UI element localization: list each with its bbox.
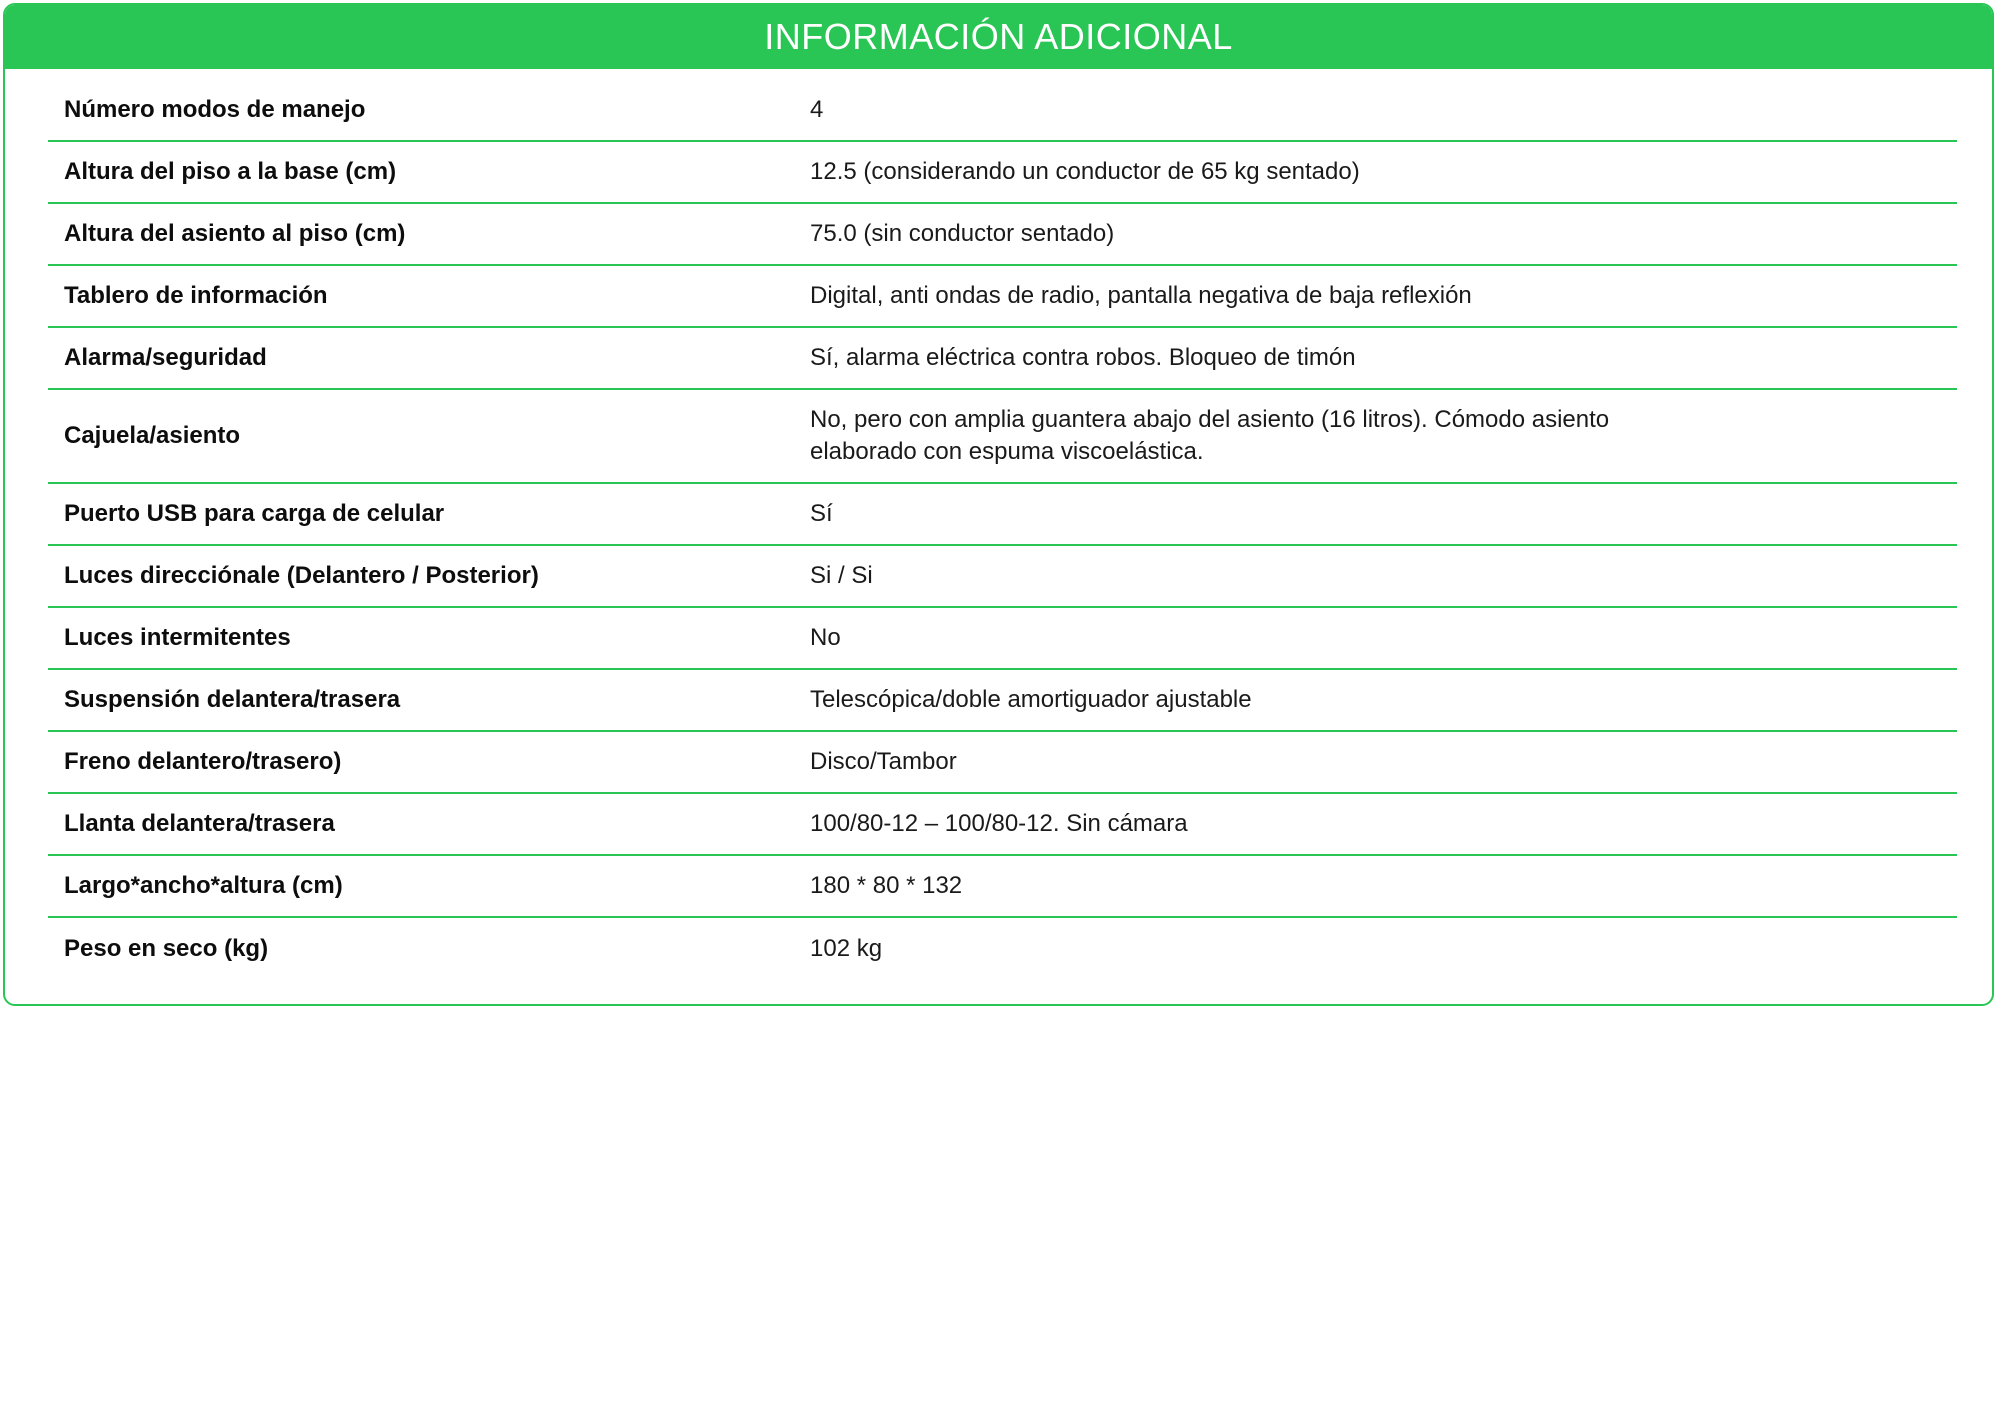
spec-label: Número modos de manejo [48, 79, 794, 141]
spec-value-text: No, pero con amplia guantera abajo del asiento (16 litros). Cómodo asiento elaborado con espuma viscoelástica. [810, 406, 1610, 465]
spec-label: Puerto USB para carga de celular [48, 483, 794, 545]
spec-row-tires [48, 793, 1957, 855]
spec-label: Alarma/seguridad [48, 327, 794, 389]
spec-label: Tablero de información [48, 265, 794, 327]
spec-value: 12.5 (considerando un conductor de 65 kg sentado) [794, 141, 1957, 203]
spec-label: Luces intermitentes [48, 607, 794, 669]
spec-label: Altura del piso a la base (cm) [48, 141, 794, 203]
spec-row-alarm [48, 327, 1957, 389]
spec-value: 180 * 80 * 132 [794, 855, 1957, 917]
spec-label: Suspensión delantera/trasera [48, 669, 794, 731]
spec-label: Luces direcciónale (Delantero / Posterior) [48, 545, 794, 607]
spec-value [794, 389, 1957, 483]
spec-label: Altura del asiento al piso (cm) [48, 203, 794, 265]
spec-table [48, 79, 1957, 979]
spec-row-brakes [48, 731, 1957, 793]
spec-value: Digital, anti ondas de radio, pantalla negativa de baja reflexión [794, 265, 1957, 327]
spec-row-hazard-lights [48, 607, 1957, 669]
spec-label: Peso en seco (kg) [64, 934, 269, 962]
spec-value: Sí, alarma eléctrica contra robos. Bloqueo de timón [794, 327, 1957, 389]
spec-label: Cajuela/asiento [48, 389, 794, 483]
spec-value: No [794, 607, 1957, 669]
spec-row-driving-modes [48, 79, 1957, 141]
spec-row-usb-port [48, 483, 1957, 545]
spec-row-dimensions [48, 855, 1957, 917]
spec-row-suspension [48, 669, 1957, 731]
spec-value: Disco/Tambor [794, 731, 1957, 793]
spec-row-floor-height [48, 141, 1957, 203]
additional-info-panel [3, 3, 1994, 1006]
panel-header [5, 5, 1992, 69]
panel-title: INFORMACIÓN ADICIONAL [764, 16, 1233, 57]
spec-value: 75.0 (sin conductor sentado) [794, 203, 1957, 265]
spec-value: Telescópica/doble amortiguador ajustable [794, 669, 1957, 731]
spec-value: 4 [794, 79, 1957, 141]
spec-label: Largo*ancho*altura (cm) [48, 855, 794, 917]
spec-row-seat-height [48, 203, 1957, 265]
spec-label: Llanta delantera/trasera [48, 793, 794, 855]
spec-value: 100/80-12 – 100/80-12. Sin cámara [794, 793, 1957, 855]
spec-value: 102 kg [810, 934, 883, 962]
spec-value: Sí [794, 483, 1957, 545]
spec-row-dashboard [48, 265, 1957, 327]
spec-label: Freno delantero/trasero) [48, 731, 794, 793]
spec-row-trunk-seat [48, 389, 1957, 483]
spec-value: Si / Si [794, 545, 1957, 607]
spec-row-dry-weight [48, 917, 1957, 979]
spec-row-turn-signals [48, 545, 1957, 607]
